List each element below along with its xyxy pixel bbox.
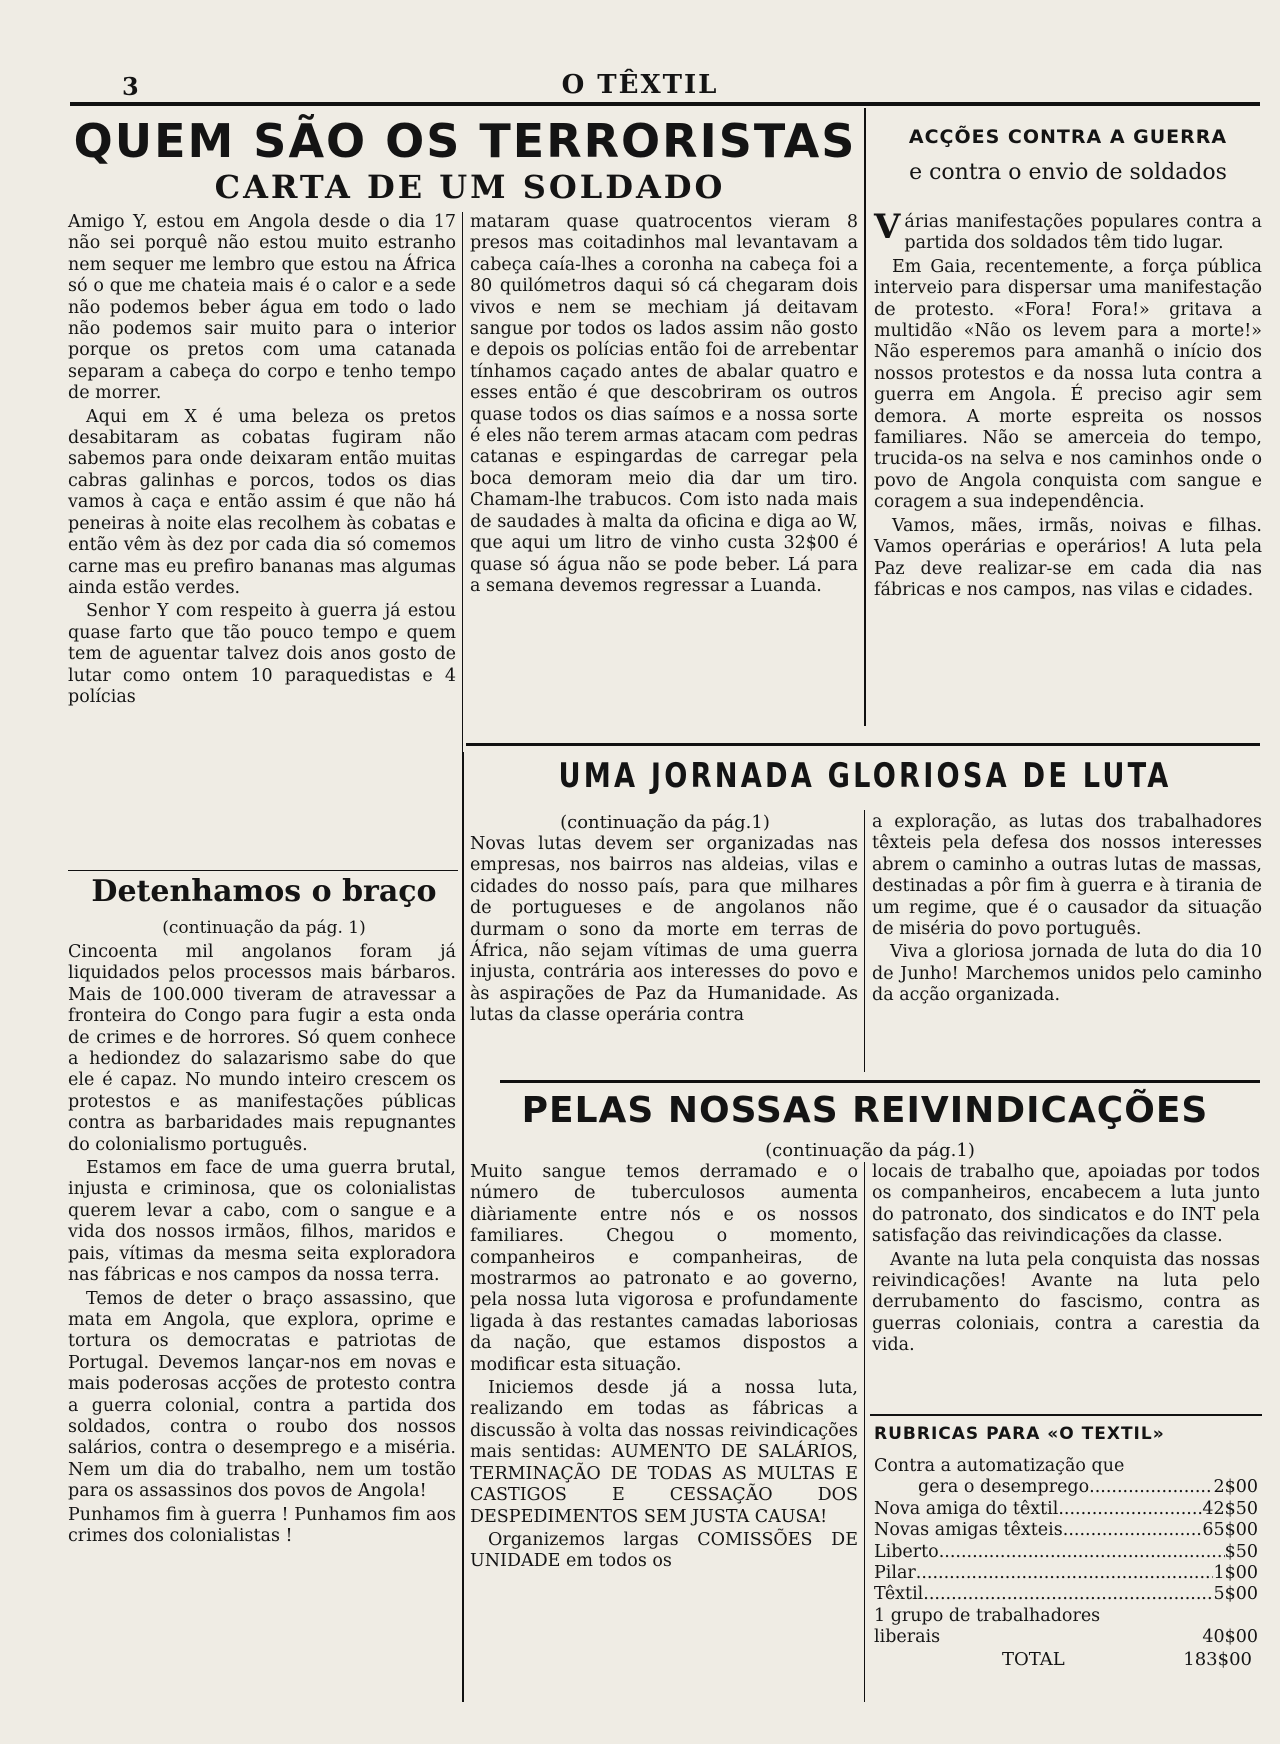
reivindicacoes-column-2: [872, 1162, 1260, 1359]
rubricas-leader: [1058, 1499, 1202, 1520]
page-number: 3: [122, 72, 139, 101]
rubricas-total-amount: 183$00: [1183, 1648, 1252, 1670]
rubricas-row: [874, 1563, 1258, 1584]
reivindicacoes-paragraph: Organizemos largas COMISSÕES DE UNIDADE em todos os: [470, 1529, 858, 1572]
column-rule-left-lower: [462, 752, 464, 1702]
detenhamos-paragraph: Estamos em face de uma guerra brutal, injusta e criminosa, que os colonialistas querem levar a cabo, com o sangue e a vida dos nossos irmãos, filhos, maridos e pais, vítimas da mesma seita exploradora nas fábricas e nos campos da nossa terra.: [68, 1158, 456, 1286]
rubricas-leader: [916, 1563, 1214, 1584]
rubricas-leader: [923, 1584, 1213, 1605]
rubricas-amount: 42$50: [1202, 1498, 1258, 1519]
detenhamos-title: Detenhamos o braço: [91, 874, 437, 909]
rubricas-label: Pilar: [874, 1563, 916, 1584]
reivindicacoes-paragraph: locais de trabalho que, apoiadas por todos os companheiros, encabecem a luta junto do patronato, dos sindicatos e do INT pela satisfação das reivindicações da classe.: [872, 1162, 1260, 1247]
reivindicacoes-top-rule: [500, 1080, 1260, 1083]
rubricas-title: RUBRICAS PARA «O TEXTIL»: [874, 1424, 1165, 1444]
rubricas-label: Novas amigas têxteis: [874, 1520, 1063, 1541]
jornada-paragraph: a exploração, as lutas dos trabalhadores têxteis pela defesa dos nossos interesses abrem o caminho a outras lutas de massas, destinadas a pôr fim à guerra e à tirania de um regime, que é o causador da situação de miséria do povo português.: [872, 812, 1262, 940]
detenhamos-top-rule: [68, 870, 458, 871]
jornada-title: UMA JORNADA GLORIOSA DE LUTA: [558, 756, 1172, 796]
accoes-subtitle: e contra o envio de soldados: [909, 160, 1227, 185]
jornada-top-rule: [466, 743, 1260, 746]
rubricas-label: gera o desemprego: [918, 1477, 1090, 1498]
terroristas-paragraph: mataram quase quatrocentos vieram 8 presos mas coitadinhos mal levantavam a cabeça caía-lhes a coronha na cabeça foi a 80 quilómetros daqui só cá chegaram dois vivos e nem se mechiam já deitavam sangue por todos os lados assim não gosto e depois os polícias então foi de arrebentar tínhamos caçado antes de abalar quatro e esses então é que descobriram os outros quase todos os dias saímos e a nossa sorte é eles não terem armas atacam com pedras catanas e espingardas de carregar pela boca demoram meio dia dar um tiro. Chamam-lhe trabucos. Com isto nada mais de saudades à malta da oficina e diga ao W, que aqui um litro de vinho custa 32$00 é quase só água não se pode beber. Lá para a semana devemos regressar a Luanda.: [470, 212, 858, 596]
rubricas-amount: 65$00: [1202, 1520, 1258, 1541]
rubricas-label: 1 grupo de trabalhadores liberais: [874, 1605, 1101, 1648]
masthead-rule: [70, 102, 1260, 106]
rubricas-label: Nova amiga do têxtil: [874, 1498, 1059, 1519]
accoes-title: ACÇÕES CONTRA A GUERRA: [908, 126, 1228, 148]
terroristas-paragraph: Aqui em X é uma beleza os pretos desabitaram as cobatas fugiram não sabemos para onde deixaram então muitas cabras galinhas e porcos, todos os dias vamos à caça e então assim é que não há peneiras à noite elas recolhem às cobatas e então vêm às dez por cada dia só comemos carne mas eu prefiro bananas mas algumas ainda estão verdes.: [68, 406, 456, 598]
rubricas-amount: 40$00: [1202, 1627, 1258, 1648]
rubricas-leader: [1063, 1520, 1203, 1541]
jornada-column-2: [872, 812, 1262, 1009]
reivindicacoes-paragraph: Muito sangue temos derramado e o número de tuberculosos aumenta diàriamente entre nós e os nossos familiares. Chegou o momento, companheiros e companheiras, de mostrarmos ao patronato e ao governo, pela nossa luta vigorosa e profundamente ligada à das restantes camadas laboriosas da nação, que estamos dispostos a modificar esta situação.: [470, 1162, 858, 1375]
accoes-paragraph: Vamos, mães, irmãs, noivas e filhas. Vamos operárias e operários! A luta pela Paz deve realizar-se em cada dia nas fábricas e nos campos, nas vilas e cidades.: [874, 515, 1262, 600]
rubricas-row: [874, 1520, 1258, 1541]
rubricas-leader: [939, 1542, 1225, 1563]
rubricas-row: [874, 1499, 1258, 1520]
terroristas-column-1: [68, 212, 456, 710]
rubricas-label: Liberto: [874, 1541, 939, 1562]
rubricas-leader: [1089, 1477, 1213, 1498]
rubricas-amount: 5$00: [1213, 1584, 1258, 1605]
paper-name: O TÊXTIL: [561, 70, 719, 100]
accoes-body: [874, 207, 1262, 603]
rubricas-total-label: TOTAL: [1002, 1648, 1065, 1670]
rubricas-total-row: [874, 1649, 1258, 1671]
detenhamos-paragraph: Punhamos fim à guerra ! Punhamos fim aos crimes dos colonialistas !: [68, 1504, 456, 1546]
column-rule-left: [462, 212, 463, 752]
accoes-paragraph: Em Gaia, recentemente, a força pública interveio para dispersar uma manifestação de protesto. «Fora! Fora!» gritava a multidão «Não os levem para a morte!» Não esperemos para amanhã o início dos nossos protestos e da nossa luta contra a guerra em Angola. É preciso agir sem demora. A morte espreita os nossos familiares. Não se amerceia do tempo, trucida-os na selva e nos caminhos onde o povo de Angola conquista com sangue e coragem a sua independência.: [874, 256, 1262, 513]
reivindicacoes-column-rule: [864, 1162, 865, 1702]
rubricas-amount: 1$00: [1213, 1563, 1258, 1584]
rubricas-intro: Contra a automatização que: [874, 1456, 1125, 1476]
reivindicacoes-paragraph: Iniciemos desde já a nossa luta, realizando em todas as fábricas a discussão à volta das nossas reivindicações mais sentidas: AUMENTO DE SALÁRIOS, TERMINAÇÃO DE TODAS AS MULTAS E CASTIGOS E CESSAÇÃO DOS DESPEDIMENTOS SEM JUSTA CAUSA!: [470, 1378, 858, 1527]
detenhamos-continuation: (continuação da pág. 1): [162, 918, 366, 938]
jornada-column-rule: [864, 810, 865, 1072]
terroristas-subtitle: CARTA DE UM SOLDADO: [214, 168, 726, 206]
reivindicacoes-column-1: [470, 1162, 858, 1575]
jornada-paragraph: Novas lutas devem ser organizadas nas empresas, nos bairros nas aldeias, vilas e cidades do nosso país, para que milhares de portugueses e de angolanos não durmam o sono da morte em terras de África, não sejam vítimas de uma guerra injusta, contrária aos interesses do povo e às aspirações de Paz da Humanidade. As lutas da classe operária contra: [470, 834, 858, 1026]
terroristas-paragraph: Amigo Y, estou em Angola desde o dia 17 não sei porquê não estou muito estranho nem sequer me lembro que estou na África só o que me chateia mais é o calor e a sede não podemos beber água em todo o lado não podemos sair muito para o interior porque os pretos com uma catanada separam a cabeça do corpo e tenho tempo de morrer.: [68, 212, 456, 404]
terroristas-title: QUEM SÃO OS TERRORISTAS: [73, 114, 857, 168]
accoes-paragraph: Várias manifestações populares contra a partida dos soldados têm tido lugar.: [874, 207, 1262, 254]
detenhamos-paragraph: Cincoenta mil angolanos foram já liquidados pelos processos mais bárbaros. Mais de 100.000 tiveram de atravessar a fronteira do Congo para fugir a esta onda de crimes e de horrores. Só quem conhece a hediondez do salazarismo sabe do que ele é capaz. No mundo inteiro crescem os protestos e as manifestações públicas contra as barbaridades mais repugnantes do colonialismo português.: [68, 942, 456, 1155]
jornada-paragraph: Viva a gloriosa jornada de luta do dia 10 de Junho! Marchemos unidos pelo caminho da acção organizada.: [872, 942, 1262, 1006]
reivindicacoes-paragraph: Avante na luta pela conquista das nossas reivindicações! Avante na luta pelo derrubamento do fascismo, contra as guerras coloniais, contra a carestia da vida.: [872, 1249, 1260, 1356]
rubricas-amount: $50: [1224, 1541, 1258, 1562]
rubricas-row: [874, 1477, 1258, 1498]
detenhamos-paragraph: Temos de deter o braço assassino, que mata em Angola, que explora, oprime e tortura os democratas e patriotas de Portugal. Devemos lançar-nos em novas e mais poderosas acções de protesto contra a guerra colonial, contra a partida dos soldados, contra o roubo dos nossos salários, contra o desemprego e a miséria. Nem um dia do trabalho, nem um tostão para os assassinos dos povos de Angola!: [68, 1288, 456, 1502]
rubricas-top-rule: [870, 1414, 1262, 1416]
jornada-column-1: [470, 834, 858, 1029]
rubricas-row: [874, 1606, 1258, 1649]
rubricas-amount: 2$00: [1213, 1477, 1258, 1498]
detenhamos-body: [68, 942, 456, 1549]
terroristas-paragraph: Senhor Y com respeito à guerra já estou quase farto que tão pouco tempo e quem tem de aguentar talvez dois anos gosto de lutar como ontem 10 paraquedistas e 4 polícias: [68, 601, 456, 707]
rubricas-list: [874, 1456, 1258, 1671]
rubricas-row: [874, 1584, 1258, 1605]
column-rule-right-top: [864, 108, 866, 726]
reivindicacoes-continuation: (continuação da pág.1): [765, 1140, 975, 1161]
rubricas-row: [874, 1542, 1258, 1563]
reivindicacoes-title: PELAS NOSSAS REIVINDICAÇÕES: [521, 1090, 1209, 1131]
rubricas-label: Têxtil: [874, 1584, 924, 1605]
terroristas-column-2: [470, 212, 858, 599]
jornada-continuation: (continuação da pág.1): [560, 812, 770, 833]
